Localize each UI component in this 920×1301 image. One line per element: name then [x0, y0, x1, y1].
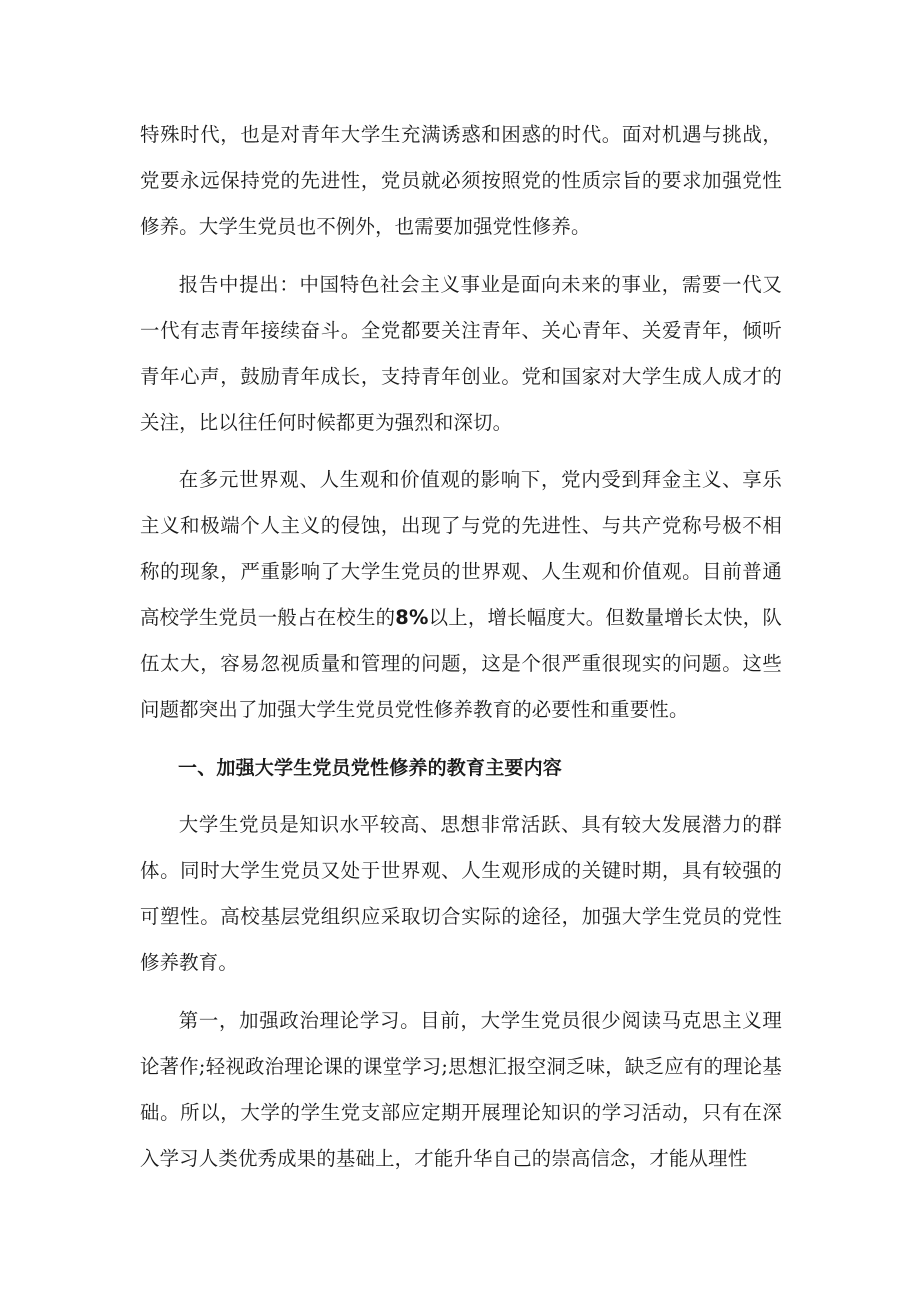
paragraph-first-point: 第一，加强政治理论学习。目前，大学生党员很少阅读马克思主义理论著作;轻视政治理论课的课堂学习;思想汇报空洞乏味，缺乏应有的理论基础。所以，大学的学生党支部应定期开展理论知识的学习活动，只有在深入学习人类优秀成果的基础上，才能升华自己的崇高信念，才能从理性	[140, 1008, 782, 1170]
paragraph-worldview	[140, 457, 782, 733]
paragraph-worldview-text-before: 在多元世界观、人生观和价值观的影响下，党内受到拜金主义、享乐主义和极端个人主义的侵蚀，出现了与党的先进性、与共产党称号极不相称的现象，严重影响了大学生党员的世界观、人生观和价值观。目前普通高校学生党员一般占在校生的	[140, 468, 782, 630]
section-heading: 一、加强大学生党员党性修养的教育主要内容	[178, 756, 563, 779]
paragraph-worldview-text-after: 以上，增长幅度大。但数量增长太快，队伍太大，容易忽视质量和管理的问题，这是个很严重很现实的问题。这些问题都突出了加强大学生党员党性修养教育的必要性和重要性。	[140, 606, 782, 722]
paragraph-report: 报告中提出：中国特色社会主义事业是面向未来的事业，需要一代又一代有志青年接续奋斗。全党都要关注青年、关心青年、关爱青年，倾听青年心声，鼓励青年成长，支持青年创业。党和国家对大学生成人成才的关注，比以往任何时候都更为强烈和深切。	[140, 272, 782, 434]
paragraph-students: 大学生党员是知识水平较高、思想非常活跃、具有较大发展潜力的群体。同时大学生党员又处于世界观、人生观形成的关键时期，具有较强的可塑性。高校基层党组织应采取切合实际的途径，加强大学生党员的党性修养教育。	[140, 813, 782, 975]
percentage-value: 8%	[395, 606, 429, 630]
paragraph-continuation: 特殊时代，也是对青年大学生充满诱惑和困惑的时代。面对机遇与挑战，党要永远保持党的先进性，党员就必须按照党的性质宗旨的要求加强党性修养。大学生党员也不例外，也需要加强党性修养。	[140, 123, 782, 238]
document-body	[140, 112, 782, 1194]
